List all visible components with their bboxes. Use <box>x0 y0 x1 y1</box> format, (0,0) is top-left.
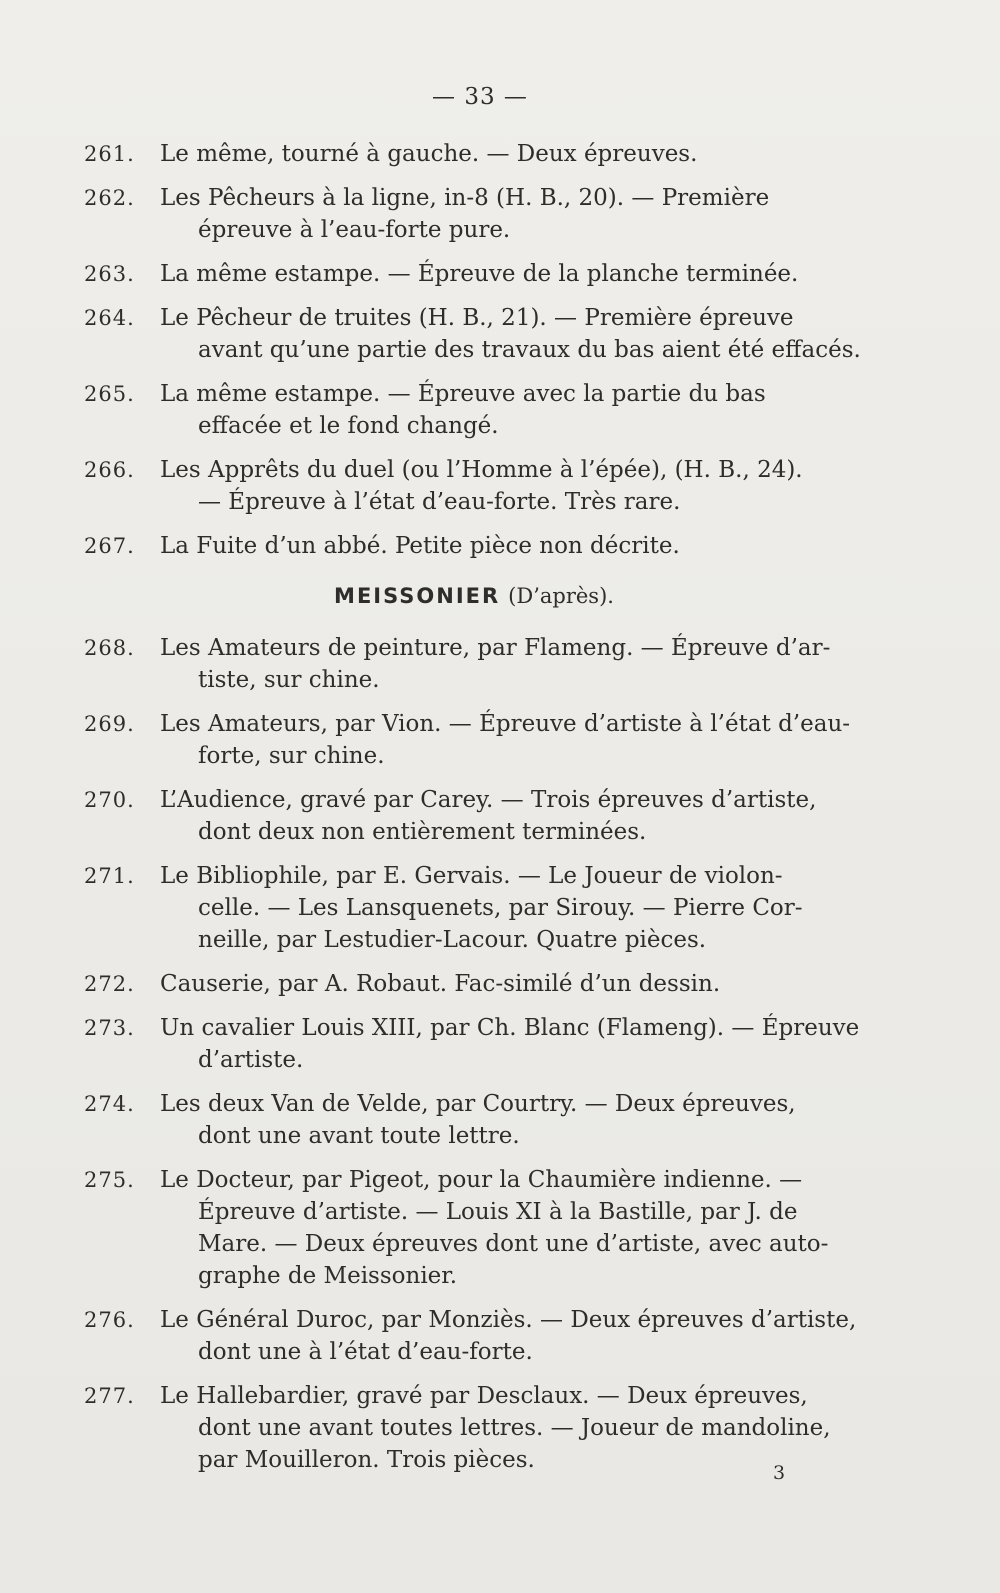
catalogue-entry <box>84 378 884 442</box>
signature-mark: 3 <box>773 1462 786 1484</box>
entry-line: dont deux non entièrement terminées. <box>198 819 647 845</box>
entry-text <box>160 1088 884 1152</box>
entry-text <box>160 708 884 772</box>
entry-number: 265. <box>84 382 135 406</box>
entry-line: dont une avant toutes lettres. — Joueur de mandoline, <box>198 1415 831 1441</box>
entry-number: 264. <box>84 306 135 330</box>
entry-line: La même estampe. — Épreuve avec la partie du bas <box>160 381 766 407</box>
catalogue-entry <box>84 1380 884 1476</box>
entry-number: 267. <box>84 534 135 558</box>
entry-line: Le Bibliophile, par E. Gervais. — Le Joueur de violon- <box>160 863 783 889</box>
entry-line: La même estampe. — Épreuve de la planche terminée. <box>160 261 799 287</box>
entry-number: 262. <box>84 186 135 210</box>
entries-after-section <box>84 632 884 1476</box>
entry-text <box>160 860 884 956</box>
entry-line: Les Amateurs, par Vion. — Épreuve d’artiste à l’état d’eau- <box>160 711 851 737</box>
entry-text <box>160 182 884 246</box>
catalogue-entry <box>84 968 884 1000</box>
catalogue-entry <box>84 1012 884 1076</box>
entry-line: Le Général Duroc, par Monziès. — Deux épreuves d’artiste, <box>160 1307 857 1333</box>
entry-line: Le Docteur, par Pigeot, pour la Chaumière indienne. — <box>160 1167 803 1193</box>
entry-text <box>160 784 884 848</box>
entry-number: 266. <box>84 458 135 482</box>
entry-number: 272. <box>84 972 135 996</box>
section-heading <box>84 584 884 608</box>
entry-number: 274. <box>84 1092 135 1116</box>
page-number: — 33 — <box>432 84 528 110</box>
entry-text <box>160 302 884 366</box>
entry-line: La Fuite d’un abbé. Petite pièce non décrite. <box>160 533 680 559</box>
catalogue-entry <box>84 860 884 956</box>
entry-line: dont une avant toute lettre. <box>198 1123 520 1149</box>
entry-line: graphe de Meissonier. <box>198 1263 458 1289</box>
entry-text <box>160 138 884 170</box>
entry-text <box>160 258 884 290</box>
catalogue-entries <box>84 138 884 1488</box>
entry-line: tiste, sur chine. <box>198 667 380 693</box>
entry-line: dont une à l’état d’eau-forte. <box>198 1339 533 1365</box>
entry-text <box>160 1164 884 1292</box>
entry-number: 270. <box>84 788 135 812</box>
catalogue-entry <box>84 258 884 290</box>
catalogue-entry <box>84 1088 884 1152</box>
catalogue-entry <box>84 632 884 696</box>
entry-line: celle. — Les Lansquenets, par Sirouy. — Pierre Cor- <box>198 895 803 921</box>
entry-line: Le Hallebardier, gravé par Desclaux. — Deux épreuves, <box>160 1383 808 1409</box>
entry-line: Épreuve d’artiste. — Louis XI à la Bastille, par J. de <box>198 1199 798 1225</box>
entry-line: Les Amateurs de peinture, par Flameng. — Épreuve d’ar- <box>160 635 831 661</box>
entry-number: 276. <box>84 1308 135 1332</box>
catalogue-entry <box>84 182 884 246</box>
entry-text <box>160 454 884 518</box>
entries-before-section <box>84 138 884 562</box>
entry-line: par Mouilleron. Trois pièces. <box>198 1447 535 1473</box>
entry-number: 269. <box>84 712 135 736</box>
entry-line: Causerie, par A. Robaut. Fac-similé d’un dessin. <box>160 971 721 997</box>
entry-line: Un cavalier Louis XIII, par Ch. Blanc (Flameng). — Épreuve <box>160 1015 860 1041</box>
entry-text <box>160 968 884 1000</box>
catalogue-entry <box>84 138 884 170</box>
entry-number: 277. <box>84 1384 135 1408</box>
entry-number: 275. <box>84 1168 135 1192</box>
entry-number: 263. <box>84 262 135 286</box>
catalogue-entry <box>84 1164 884 1292</box>
entry-text <box>160 1012 884 1076</box>
entry-line: effacée et le fond changé. <box>198 413 499 439</box>
entry-number: 271. <box>84 864 135 888</box>
catalogue-entry <box>84 302 884 366</box>
entry-line: Les Pêcheurs à la ligne, in-8 (H. B., 20). — Première <box>160 185 770 211</box>
entry-text <box>160 1304 884 1368</box>
entry-number: 273. <box>84 1016 135 1040</box>
entry-number: 261. <box>84 142 135 166</box>
entry-number: 268. <box>84 636 135 660</box>
entry-line: d’artiste. <box>198 1047 304 1073</box>
entry-line: Les Apprêts du duel (ou l’Homme à l’épée), (H. B., 24). <box>160 457 803 483</box>
entry-line: Le Pêcheur de truites (H. B., 21). — Première épreuve <box>160 305 794 331</box>
entry-line: neille, par Lestudier-Lacour. Quatre pièces. <box>198 927 707 953</box>
entry-text <box>160 632 884 696</box>
section-name: MEISSONIER <box>334 584 501 608</box>
entry-line: forte, sur chine. <box>198 743 385 769</box>
catalogue-entry <box>84 530 884 562</box>
entry-line: — Épreuve à l’état d’eau-forte. Très rare. <box>198 489 681 515</box>
entry-text <box>160 378 884 442</box>
catalogue-entry <box>84 708 884 772</box>
section-qualifier: (D’après). <box>508 584 614 608</box>
entry-line: Les deux Van de Velde, par Courtry. — Deux épreuves, <box>160 1091 796 1117</box>
entry-text <box>160 530 884 562</box>
entry-line: L’Audience, gravé par Carey. — Trois épreuves d’artiste, <box>160 787 817 813</box>
entry-line: Le même, tourné à gauche. — Deux épreuves. <box>160 141 698 167</box>
entry-line: épreuve à l’eau-forte pure. <box>198 217 511 243</box>
catalogue-entry <box>84 454 884 518</box>
entry-line: avant qu’une partie des travaux du bas aient été effacés. <box>198 337 861 363</box>
catalogue-entry <box>84 784 884 848</box>
entry-line: Mare. — Deux épreuves dont une d’artiste, avec auto- <box>198 1231 829 1257</box>
catalogue-entry <box>84 1304 884 1368</box>
